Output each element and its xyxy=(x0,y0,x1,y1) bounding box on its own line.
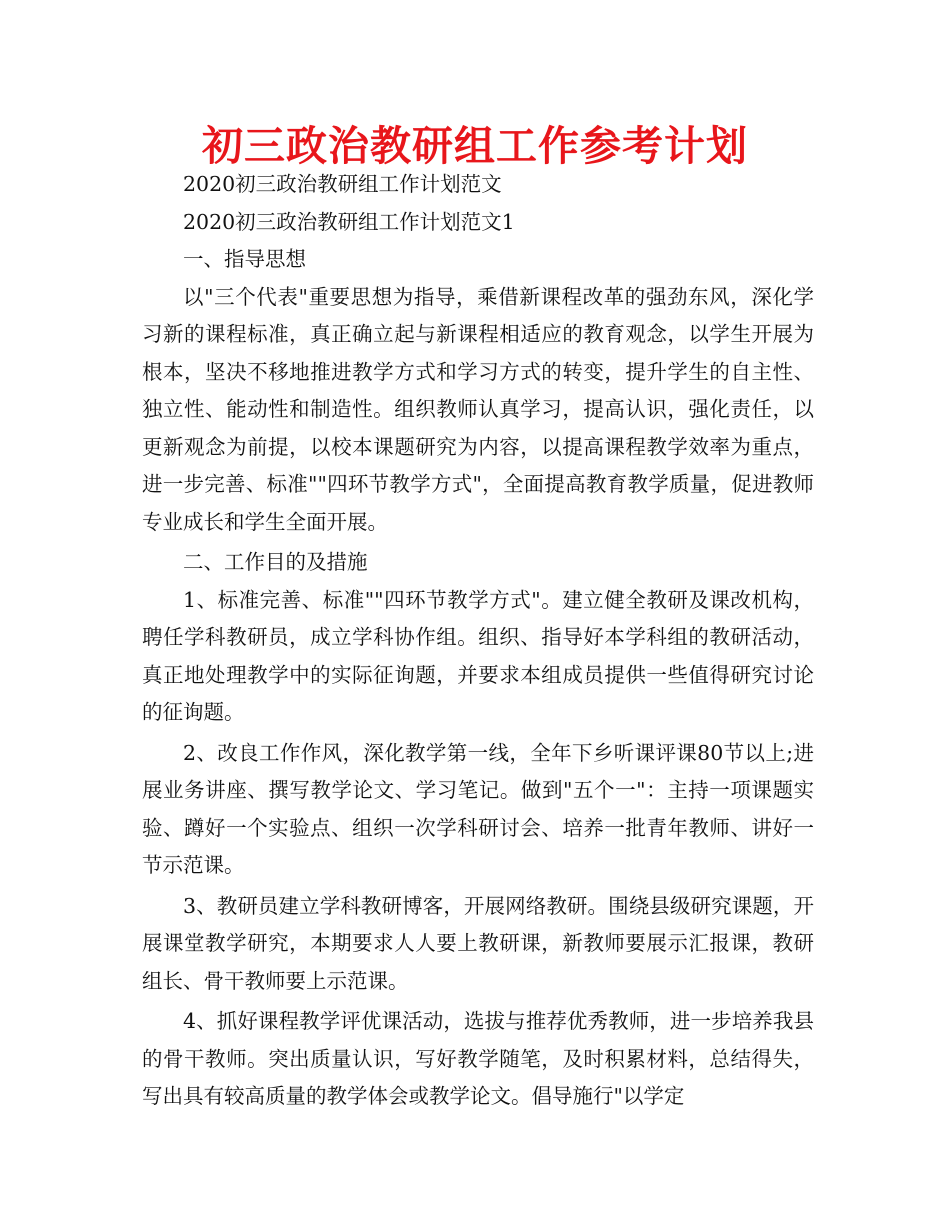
paragraph-guiding-thought: 以"三个代表"重要思想为指导，乘借新课程改革的强劲东风，深化学习新的课程标准，真正确立起与新课程相适应的教育观念，以学生开展为根本，坚决不移地推进教学方式和学习方式的转变，提升学生的自主性、独立性、能动性和制造性。组织教师认真学习，提高认识，强化责任，以更新观念为前提，以校本课题研究为内容，以提高课程教学效率为重点，进一步完善、标准""四环节教学方式"，全面提高教育教学质量，促进教师专业成长和学生全面开展。 xyxy=(142,284,814,534)
paragraph-measure-1: 1、标准完善、标准""四环节教学方式"。建立健全教研及课改机构，聘任学科教研员，成立学科协作组。组织、指导好本学科组的教研活动，真正地处理教学中的实际征询题，并要求本组成员提供一些值得研究讨论的征询题。 xyxy=(142,587,814,724)
paragraph-intro-2: 2020初三政治教研组工作计划范文1 xyxy=(183,209,515,234)
paragraph-measure-3: 3、教研员建立学科教研博客，开展网络教研。围绕县级研究课题，开展课堂教学研究，本期要求人人要上教研课，新教师要展示汇报课，教研组长、骨干教师要上示范课。 xyxy=(142,893,814,993)
document-body xyxy=(142,166,814,1116)
section-heading-goals-measures: 二、工作目的及措施 xyxy=(183,550,368,574)
section-heading-guiding-thought: 一、指导思想 xyxy=(183,247,306,271)
document-title: 初三政治教研组工作参考计划 xyxy=(202,122,748,170)
paragraph-measure-2: 2、改良工作作风，深化教学第一线，全年下乡听课评课80节以上;进展业务讲座、撰写教学论文、学习笔记。做到"五个一"：主持一项课题实验、蹲好一个实验点、组织一次学科研讨会、培养一批青年教师、讲好一节示范课。 xyxy=(142,740,814,877)
paragraph-measure-4: 4、抓好课程教学评优课活动，选拔与推荐优秀教师，进一步培养我县的骨干教师。突出质量认识，写好教学随笔，及时积累材料，总结得失，写出具有较高质量的教学体会或教学论文。倡导施行"以学定 xyxy=(142,1009,814,1108)
paragraph-intro-1: 2020初三政治教研组工作计划范文 xyxy=(183,172,502,196)
